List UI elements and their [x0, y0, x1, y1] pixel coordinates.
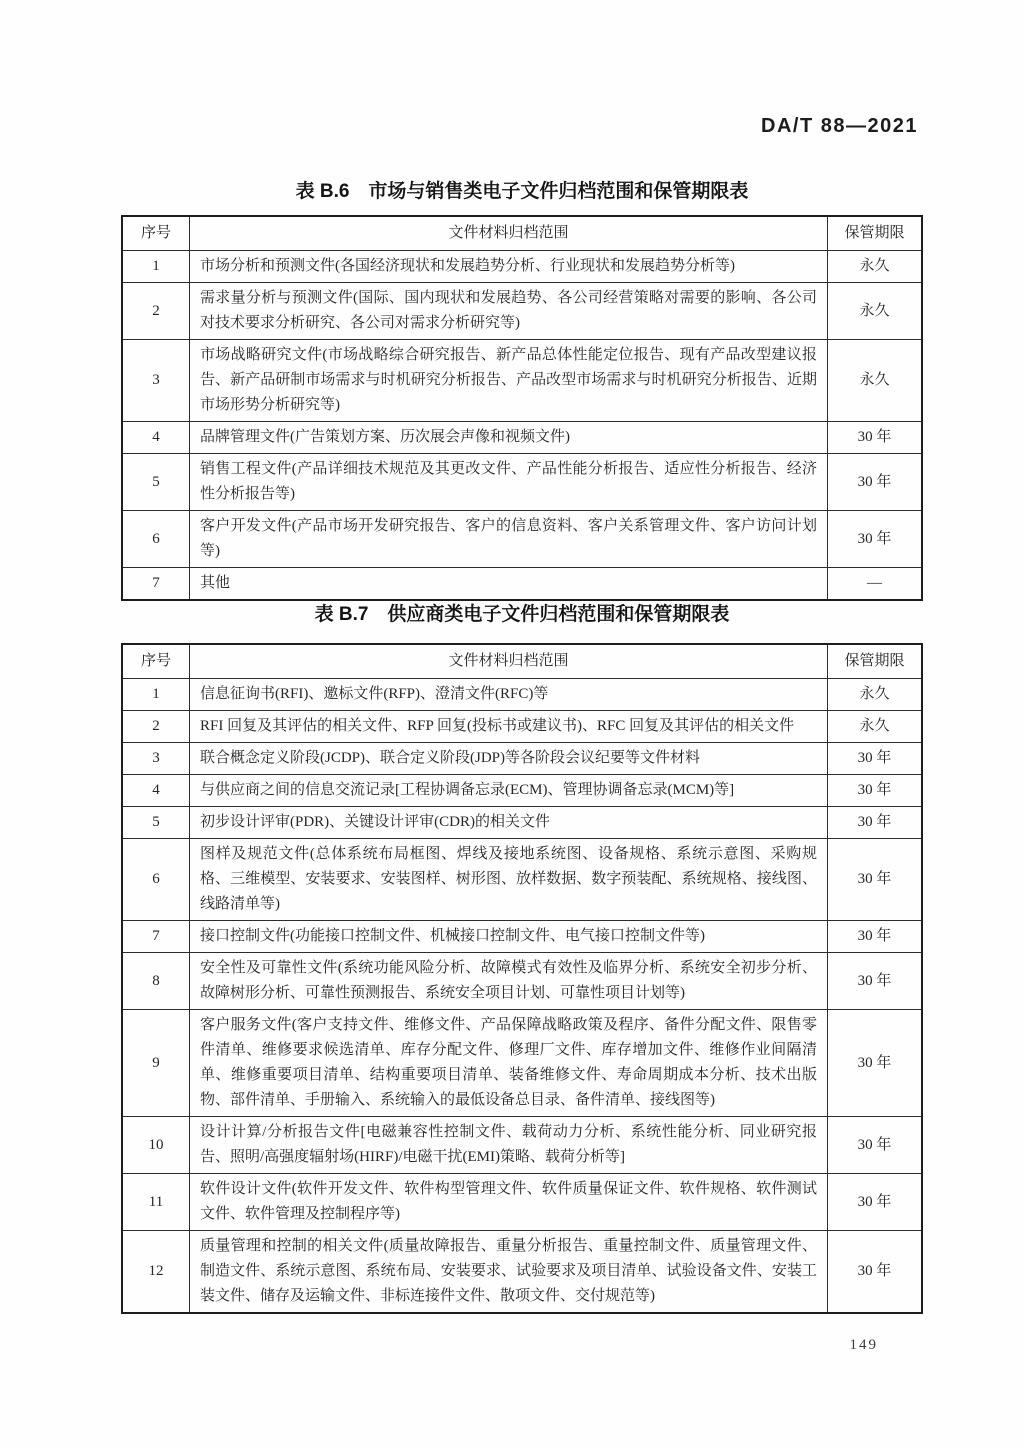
- seq-cell: 9: [122, 1010, 190, 1117]
- seq-cell: 10: [122, 1117, 190, 1174]
- table-row: [122, 511, 922, 568]
- scope-cell: 与供应商之间的信息交流记录[工程协调备忘录(ECM)、管理协调备忘录(MCM)等]: [190, 775, 828, 807]
- retention-cell: 30 年: [828, 743, 923, 775]
- retention-cell: —: [828, 568, 923, 601]
- scope-cell: 市场分析和预测文件(各国经济现状和发展趋势分析、行业现状和发展趋势分析等): [190, 251, 828, 283]
- retention-cell: 30 年: [828, 511, 923, 568]
- scope-cell: 设计计算/分析报告文件[电磁兼容性控制文件、载荷动力分析、系统性能分析、同业研究报告、照明/高强度辐射场(HIRF)/电磁干扰(EMI)策略、载荷分析等]: [190, 1117, 828, 1174]
- table-b7-title: 表 B.7 供应商类电子文件归档范围和保管期限表: [314, 604, 730, 625]
- retention-cell: 永久: [828, 251, 923, 283]
- retention-cell: 30 年: [828, 921, 923, 953]
- seq-cell: 12: [122, 1231, 190, 1314]
- scope-cell: 初步设计评审(PDR)、关键设计评审(CDR)的相关文件: [190, 807, 828, 839]
- retention-cell: 永久: [828, 340, 923, 422]
- seq-cell: 1: [122, 679, 190, 711]
- table-row: [122, 1117, 922, 1174]
- seq-cell: 2: [122, 711, 190, 743]
- seq-cell: 2: [122, 283, 190, 340]
- retention-cell: 30 年: [828, 1231, 923, 1314]
- seq-cell: 3: [122, 340, 190, 422]
- scope-cell: 联合概念定义阶段(JCDP)、联合定义阶段(JDP)等各阶段会议纪要等文件材料: [190, 743, 828, 775]
- retention-cell: 30 年: [828, 1010, 923, 1117]
- seq-cell: 6: [122, 511, 190, 568]
- seq-cell: 11: [122, 1174, 190, 1231]
- table-row: [122, 775, 922, 807]
- seq-cell: 1: [122, 251, 190, 283]
- scope-cell: 信息征询书(RFI)、邀标文件(RFP)、澄清文件(RFC)等: [190, 679, 828, 711]
- scope-cell: 销售工程文件(产品详细技术规范及其更改文件、产品性能分析报告、适应性分析报告、经济性分析报告等): [190, 454, 828, 511]
- table-row: [122, 807, 922, 839]
- column-header: 文件材料归档范围: [190, 216, 828, 251]
- retention-cell: 30 年: [828, 839, 923, 921]
- table-row: [122, 743, 922, 775]
- retention-cell: 永久: [828, 679, 923, 711]
- retention-cell: 30 年: [828, 807, 923, 839]
- table-b6-title: 表 B.6 市场与销售类电子文件归档范围和保管期限表: [295, 181, 749, 202]
- scope-cell: 市场战略研究文件(市场战略综合研究报告、新产品总体性能定位报告、现有产品改型建议报告、新产品研制市场需求与时机研究分析报告、产品改型市场需求与时机研究分析报告、近期市场形势分析研究等): [190, 340, 828, 422]
- table-b7: [121, 643, 923, 1314]
- table-row: [122, 1231, 922, 1314]
- column-header: 序号: [122, 644, 190, 679]
- scope-cell: 安全性及可靠性文件(系统功能风险分析、故障模式有效性及临界分析、系统安全初步分析、故障树形分析、可靠性预测报告、系统安全项目计划、可靠性项目计划等): [190, 953, 828, 1010]
- scope-cell: 其他: [190, 568, 828, 601]
- scope-cell: RFI 回复及其评估的相关文件、RFP 回复(投标书或建议书)、RFC 回复及其评估的相关文件: [190, 711, 828, 743]
- seq-cell: 4: [122, 775, 190, 807]
- retention-cell: 永久: [828, 711, 923, 743]
- scope-cell: 质量管理和控制的相关文件(质量故障报告、重量分析报告、重量控制文件、质量管理文件、制造文件、系统示意图、系统布局、安装要求、试验要求及项目清单、试验设备文件、安装工装文件、储存及运输文件、非标连接件文件、散项文件、交付规范等): [190, 1231, 828, 1314]
- retention-cell: 永久: [828, 283, 923, 340]
- column-header: 文件材料归档范围: [190, 644, 828, 679]
- column-header: 保管期限: [828, 216, 923, 251]
- column-header: 保管期限: [828, 644, 923, 679]
- seq-cell: 7: [122, 921, 190, 953]
- retention-cell: 30 年: [828, 1174, 923, 1231]
- retention-cell: 30 年: [828, 775, 923, 807]
- header-row: [122, 644, 922, 679]
- page-number: 149: [849, 1337, 878, 1353]
- retention-cell: 30 年: [828, 1117, 923, 1174]
- seq-cell: 8: [122, 953, 190, 1010]
- table-row: [122, 1010, 922, 1117]
- seq-cell: 5: [122, 454, 190, 511]
- table-b6: [121, 215, 923, 601]
- seq-cell: 4: [122, 422, 190, 454]
- table-row: [122, 251, 922, 283]
- seq-cell: 3: [122, 743, 190, 775]
- table-row: [122, 679, 922, 711]
- table-row: [122, 711, 922, 743]
- standard-code: DA/T 88—2021: [761, 115, 918, 137]
- scope-cell: 品牌管理文件(广告策划方案、历次展会声像和视频文件): [190, 422, 828, 454]
- table-row: [122, 568, 922, 601]
- column-header: 序号: [122, 216, 190, 251]
- scope-cell: 客户服务文件(客户支持文件、维修文件、产品保障战略政策及程序、备件分配文件、限售零件清单、维修要求候选清单、库存分配文件、修理厂文件、库存增加文件、维修作业间隔清单、维修重要项目清单、结构重要项目清单、装备维修文件、寿命周期成本分析、技术出版物、部件清单、手册输入、系统输入的最低设备总目录、备件清单、接线图等): [190, 1010, 828, 1117]
- table-row: [122, 454, 922, 511]
- retention-cell: 30 年: [828, 953, 923, 1010]
- retention-cell: 30 年: [828, 454, 923, 511]
- seq-cell: 5: [122, 807, 190, 839]
- table-row: [122, 422, 922, 454]
- seq-cell: 6: [122, 839, 190, 921]
- table-row: [122, 921, 922, 953]
- scope-cell: 客户开发文件(产品市场开发研究报告、客户的信息资料、客户关系管理文件、客户访问计划等): [190, 511, 828, 568]
- table-row: [122, 283, 922, 340]
- table-row: [122, 953, 922, 1010]
- scope-cell: 软件设计文件(软件开发文件、软件构型管理文件、软件质量保证文件、软件规格、软件测试文件、软件管理及控制程序等): [190, 1174, 828, 1231]
- table-row: [122, 839, 922, 921]
- scope-cell: 接口控制文件(功能接口控制文件、机械接口控制文件、电气接口控制文件等): [190, 921, 828, 953]
- retention-cell: 30 年: [828, 422, 923, 454]
- table-row: [122, 340, 922, 422]
- scope-cell: 需求量分析与预测文件(国际、国内现状和发展趋势、各公司经营策略对需要的影响、各公司对技术要求分析研究、各公司对需求分析研究等): [190, 283, 828, 340]
- scope-cell: 图样及规范文件(总体系统布局框图、焊线及接地系统图、设备规格、系统示意图、采购规格、三维模型、安装要求、安装图样、树形图、放样数据、数字预装配、系统规格、接线图、线路清单等): [190, 839, 828, 921]
- seq-cell: 7: [122, 568, 190, 601]
- table-row: [122, 1174, 922, 1231]
- header-row: [122, 216, 922, 251]
